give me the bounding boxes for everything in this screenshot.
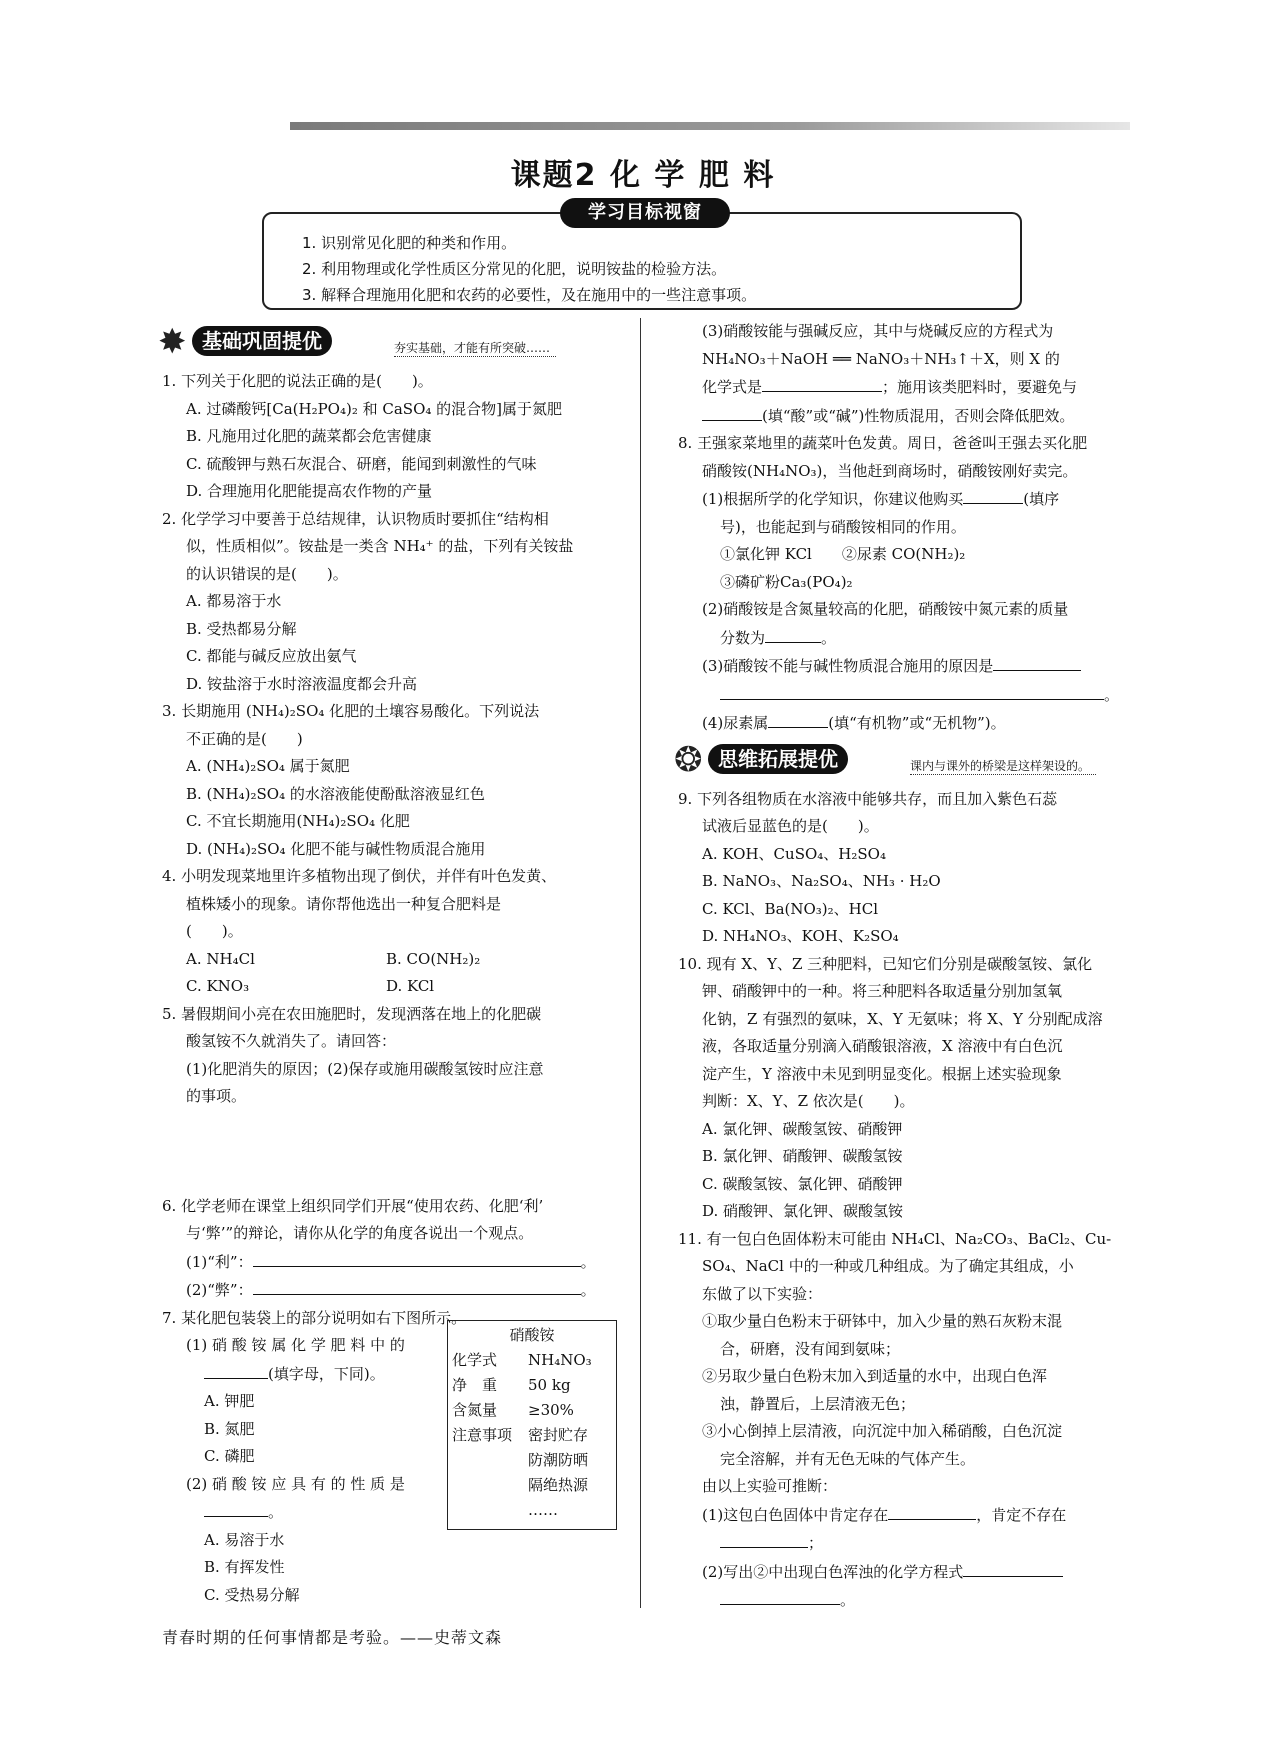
option-a: A. 钾肥 bbox=[204, 1392, 255, 1410]
question-7: 7. 某化肥包装袋上的部分说明如右下图所示。 (1) 硝 酸 铵 属 化 学 肥 料 中 的 (填字母，下同)。 A. 钾肥 B. 氮肥 C. 磷肥 (2) 硝 酸 铵 应 具 有 的 性 质 是 。 A. 易溶于水 B. 有挥发性 C. 受热易分解 bbox=[162, 1305, 630, 1610]
starfish-icon: ✸ bbox=[158, 322, 187, 362]
option-a: A. 过磷酸钙[Ca(H₂PO₄)₂ 和 CaSO₄ 的混合物]属于氮肥 bbox=[186, 399, 563, 418]
question-10: 10. 现有 X、Y、Z 三种肥料，已知它们分别是碳酸氢铵、氯化 钾、硝酸钾中的一种。将三种肥料各取适量分别加氢氧 化钠，Z 有强烈的氨味，X、Y 无氨味；将 X、Y 分别配成溶 液，各取适量分别滴入硝酸银溶液，X 溶液中有白色沉 淀产生，Y 溶液中未见到明显变化。根据上述实验现象 判断：X、Y、Z 依次是( )。 A. 氯化钾、碳酸氢铵、硝酸钾 B. 氯化钾、硝酸钾、碳酸氢铵 C. 碳酸氢铵、氯化钾、硝酸钾 D. 硝酸钾、氯化钾、碳酸氢铵 bbox=[678, 951, 1128, 1226]
option-a: A. 氯化钾、碳酸氢铵、硝酸钾 bbox=[702, 1119, 903, 1138]
option-c: C. 不宜长期施用(NH₄)₂SO₄ 化肥 bbox=[186, 812, 410, 830]
objective-item: 3. 解释合理施用化肥和农药的必要性，及在施用中的一些注意事项。 bbox=[302, 286, 757, 304]
answer-space bbox=[162, 1111, 630, 1193]
answer-blank[interactable] bbox=[768, 709, 828, 728]
option-b: B. 凡施用过化肥的蔬菜都会危害健康 bbox=[186, 427, 432, 445]
option-c: C. KNO₃ bbox=[186, 977, 250, 995]
shell-icon: ❂ bbox=[674, 739, 703, 780]
column-divider bbox=[640, 318, 641, 1608]
answer-blank[interactable] bbox=[204, 1498, 268, 1517]
option-b: B. (NH₄)₂SO₄ 的水溶液能使酚酞溶液显红色 bbox=[186, 784, 485, 803]
question-5: 5. 暑假期间小亮在农田施肥时，发现洒落在地上的化肥碳 酸氢铵不久就消失了。请回答： (1)化肥消失的原因；(2)保存或施用碳酸氢铵时应注意 的事项。 bbox=[162, 1001, 630, 1193]
option-b: B. 有挥发性 bbox=[204, 1558, 285, 1576]
answer-blank[interactable] bbox=[253, 1248, 581, 1267]
option-d: D. NH₄NO₃、KOH、K₂SO₄ bbox=[702, 927, 899, 945]
section-header-basic bbox=[158, 320, 630, 366]
question-7-continued: (3)硝酸铵能与强碱反应，其中与烧碱反应的方程式为 NH₄NO₃＋NaOH ══ NaNO₃＋NH₃↑＋X，则 X 的 化学式是 ；施用该类肥料时，要避免与 (填“酸”或“碱”)性物质混用，否则会降低肥效。 bbox=[702, 322, 1078, 425]
option-a: A. 都易溶于水 bbox=[186, 592, 282, 610]
header-gradient-bar bbox=[290, 122, 1130, 130]
objective-item: 1. 识别常见化肥的种类和作用。 bbox=[302, 234, 517, 252]
option-c: C. 硫酸钾与熟石灰混合、研磨，能闻到刺激性的气味 bbox=[186, 454, 537, 473]
option-b: B. 氯化钾、硝酸钾、碳酸氢铵 bbox=[702, 1147, 903, 1165]
section-motto: 课内与课外的桥梁是这样架设的。 bbox=[910, 758, 1096, 775]
label-title: 硝酸铵 bbox=[509, 1326, 555, 1344]
question-3: 3. 长期施用 (NH₄)₂SO₄ 化肥的土壤容易酸化。下列说法 不正确的是( ) A. (NH₄)₂SO₄ 属于氮肥 B. (NH₄)₂SO₄ 的水溶液能使酚酞溶液显红色 C. 不宜长期施用(NH₄)₂SO₄ 化肥 D. (NH₄)₂SO₄ 化肥不能与碱性物质混合施用 bbox=[162, 698, 630, 863]
question-4: 4. 小明发现菜地里许多植物出现了倒伏，并伴有叶色发黄、 植株矮小的现象。请你帮他选出一种复合肥料是 ( )。 A. NH₄Cl B. CO(NH₂)₂ C. KNO₃ D. KCl bbox=[162, 863, 630, 1001]
answer-blank[interactable] bbox=[204, 1360, 268, 1379]
question-1: 1. 下列关于化肥的说法正确的是( )。 A. 过磷酸钙[Ca(H₂PO₄)₂ 和 CaSO₄ 的混合物]属于氮肥 B. 凡施用过化肥的蔬菜都会危害健康 C. 硫酸钾与熟石灰混合、研磨，能闻到刺激性的气味 D. 合理施用化肥能提高农作物的产量 bbox=[162, 368, 630, 506]
option-c: C. 碳酸氢铵、氯化钾、硝酸钾 bbox=[702, 1174, 903, 1193]
question-6: 6. 化学老师在课堂上组织同学们开展“使用农药、化肥‘利’ 与‘弊’”的辩论，请你从化学的角度各说出一个观点。 (1)“利”： 。 (2)“弊”： 。 bbox=[162, 1196, 596, 1299]
answer-blank[interactable] bbox=[720, 681, 1104, 700]
question-11: 11. 有一包白色固体粉末可能由 NH₄Cl、Na₂CO₃、BaCl₂、Cu- SO₄、NaCl 中的一种或几种组成。为了确定其组成，小 东做了以下实验： ①取少量白色粉末于研钵中，加入少量的熟石灰粉末混 合，研磨，没有闻到氨味； ②另取少量白色粉末加入到适量的水中，出现白色浑 浊，静置后，上层清液无色； ③小心倒掉上层清液，向沉淀中加入稀硝酸，白色沉淀 完全溶解，并有无色无味的气体产生。 由以上实验可推断： (1)这包白色固体中肯定存在 ，肯定不存在 ； (2)写出②中出现白色浑浊的化学方程式 。 bbox=[678, 1229, 1112, 1609]
section-header-extend bbox=[674, 738, 1128, 784]
right-column bbox=[674, 318, 1128, 1615]
option-d: D. 铵盐溶于水时溶液温度都会升高 bbox=[186, 674, 418, 693]
question-2: 2. 化学学习中要善于总结规律，认识物质时要抓住“结构相 似，性质相似”。铵盐是一类含 NH₄⁺ 的盐，下列有关铵盐 的认识错误的是( )。 A. 都易溶于水 B. 受热都易分解 C. 都能与碱反应放出氨气 D. 铵盐溶于水时溶液温度都会升高 bbox=[162, 506, 630, 699]
question-9: 9. 下列各组物质在水溶液中能够共存，而且加入紫色石蕊 试液后显蓝色的是( )。 A. KOH、CuSO₄、H₂SO₄ B. NaNO₃、Na₂SO₄、NH₃ · H₂O C. KCl、Ba(NO₃)₂、HCl D. NH₄NO₃、KOH、K₂SO₄ bbox=[678, 786, 1128, 951]
answer-blank[interactable] bbox=[720, 1529, 808, 1548]
option-d: D. 硝酸钾、氯化钾、碳酸氢铵 bbox=[702, 1202, 904, 1220]
option-a: A. NH₄Cl bbox=[186, 949, 255, 968]
section-title: 思维拓展提优 bbox=[708, 744, 848, 774]
option-b: B. 氮肥 bbox=[204, 1419, 255, 1438]
option-c: C. 磷肥 bbox=[204, 1447, 255, 1465]
answer-blank[interactable] bbox=[253, 1276, 581, 1295]
page-title: 课题2 化 学 肥 料 bbox=[510, 158, 776, 193]
fertilizer-label-box: 硝酸铵 化学式 NH₄NO₃ 净 重 50 kg 含氮量 ≥30% 注意事项 密封贮存 防潮防晒 隔绝热源 …… bbox=[447, 1320, 617, 1530]
option-c: C. KCl、Ba(NO₃)₂、HCl bbox=[702, 899, 879, 918]
objectives-badge: 学习目标视窗 bbox=[560, 198, 730, 228]
answer-blank[interactable] bbox=[963, 485, 1023, 504]
answer-blank[interactable] bbox=[762, 373, 882, 392]
answer-blank[interactable] bbox=[765, 624, 821, 643]
option-b: B. CO(NH₂)₂ bbox=[386, 949, 481, 968]
option-a: A. (NH₄)₂SO₄ 属于氮肥 bbox=[186, 757, 350, 775]
answer-blank[interactable] bbox=[720, 1586, 840, 1605]
option-d: D. 合理施用化肥能提高农作物的产量 bbox=[186, 482, 433, 500]
option-d: D. KCl bbox=[386, 977, 435, 995]
option-a: A. KOH、CuSO₄、H₂SO₄ bbox=[702, 844, 886, 863]
option-c: C. 受热易分解 bbox=[204, 1585, 300, 1604]
option-d: D. (NH₄)₂SO₄ 化肥不能与碱性物质混合施用 bbox=[186, 839, 486, 858]
answer-blank[interactable] bbox=[888, 1501, 976, 1520]
footer-quote: 青春时期的任何事情都是考验。——史蒂文森 bbox=[162, 1628, 503, 1647]
option-c: C. 都能与碱反应放出氨气 bbox=[186, 647, 357, 665]
option-a: A. 易溶于水 bbox=[204, 1530, 285, 1549]
objective-item: 2. 利用物理或化学性质区分常见的化肥，说明铵盐的检验方法。 bbox=[302, 260, 727, 278]
answer-blank[interactable] bbox=[963, 1558, 1063, 1577]
answer-blank[interactable] bbox=[993, 652, 1081, 671]
section-title: 基础巩固提优 bbox=[192, 326, 332, 356]
answer-blank[interactable] bbox=[702, 402, 762, 421]
question-8: 8. 王强家菜地里的蔬菜叶色发黄。周日，爸爸叫王强去买化肥 硝酸铵(NH₄NO₃)，当他赶到商场时，硝酸铵刚好卖完。 (1)根据所学的化学知识，你建议他购买 (填序 号)，也能起到与硝酸铵相同的作用。 ①氯化钾 KCl ②尿素 CO(NH₂)₂ ③磷矿粉Ca₃(PO₄)₂ (2)硝酸铵是含氮量较高的化肥，硝酸铵中氮元素的质量 分数为 。 (3)硝酸铵不能与碱性物质混合施用的原因是 。 (4)尿素属 (填“有机物”或“无机物”)。 bbox=[678, 434, 1120, 732]
section-motto: 夯实基础，才能有所突破…… bbox=[394, 340, 556, 357]
option-b: B. 受热都易分解 bbox=[186, 619, 297, 638]
option-b: B. NaNO₃、Na₂SO₄、NH₃ · H₂O bbox=[702, 872, 941, 890]
